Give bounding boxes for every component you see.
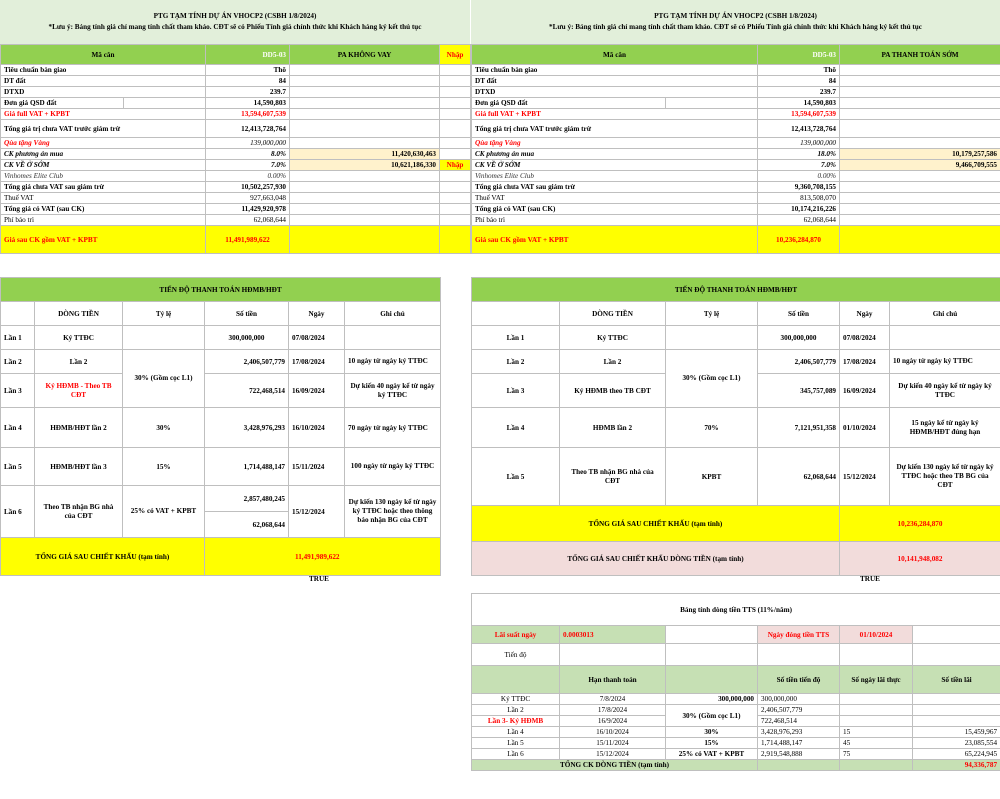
col-han-thanh-toan: Hạn thanh toán [560,666,666,694]
ghi-chu: 15 ngày kể từ ngày ký HĐMB/HĐT đúng hạn [890,408,1000,448]
dong-tien: Theo TB nhận BG nhà của CĐT [35,486,123,538]
dong-tien: Ký HĐMB theo TB CĐT [560,374,666,408]
row-label: CK VỀ Ở SỚM [1,160,206,171]
rate-label: Lãi suất ngày [472,626,560,644]
so-tien: 300,000,000 [205,326,289,350]
cash-row-ngay: 45 [840,738,913,749]
row-label: Qùa tặng Vàng [1,138,206,149]
row-value: 62,068,644 [758,215,840,226]
left-price-table [0,44,471,254]
grand-total-label: TỔNG GIÁ SAU CHIẾT KHẤU (tạm tính) [472,506,840,542]
row-label: Thuế VAT [472,193,758,204]
total-label: Giá sau CK gồm VAT + KPBT [1,226,206,254]
so-tien: 300,000,000 [758,326,840,350]
cash-row-tyle: 30% [666,727,758,738]
row-label: CK phương án mua [472,149,758,160]
ghi-chu: Dự kiến 40 ngày kể từ ngày ký TTĐC [890,374,1000,408]
dong-tien: HĐMB/HĐT lần 3 [35,448,123,486]
row-value: 12,413,728,764 [758,120,840,138]
row-value: 139,000,000 [206,138,290,149]
so-tien: 2,406,507,779 [205,350,289,374]
row-extra: 11,420,630,463 [290,149,440,160]
dong-tien: Lần 2 [35,350,123,374]
nhap-button[interactable]: Nhập [440,45,471,65]
cash-row-lai: 65,224,945 [913,749,1000,760]
pa-label: PA THANH TOÁN SỚM [840,45,1000,65]
so-tien: 345,757,089 [758,374,840,408]
row-value: 239.7 [206,87,290,98]
row-label: Qùa tặng Vàng [472,138,758,149]
row-label: Thuế VAT [1,193,206,204]
cash-row-name: Lần 3- Ký HĐMB [472,716,560,727]
right-header [471,0,1000,44]
cash-row-so: 3,428,976,293 [758,727,840,738]
ghi-chu: 100 ngày từ ngày ký TTĐC [345,448,441,486]
row-label: Tổng giá chưa VAT sau giảm trừ [472,182,758,193]
ma-can-label: Mã căn [472,45,758,65]
cash-row-lai: 23,085,554 [913,738,1000,749]
cash-row-tyle: 25% có VAT + KPBT [666,749,758,760]
lan-label: Lần 1 [1,326,35,350]
ma-can-value[interactable]: DD5-03 [758,45,840,65]
dong-tien: HĐMB/HĐT lần 2 [35,408,123,448]
col-so-tien-lai: Số tiền lãi [913,666,1000,694]
row-label: Giá full VAT + KPBT [472,109,758,120]
so-tien: 2,406,507,779 [758,350,840,374]
row-label: Tiêu chuẩn bàn giao [1,65,206,76]
left-note: *Lưu ý: Bảng tính giá chỉ mang tính chất tham khảo. CĐT sẽ có Phiếu Tính giá chính thức khi Khách hàng ký kết thủ tục [48,23,422,31]
right-schedule-table [471,277,1000,576]
row-value: 84 [758,76,840,87]
row-value: 927,663,048 [206,193,290,204]
ma-can-label: Mã căn [1,45,206,65]
col-so-tien: Số tiền [758,302,840,326]
row-label: Tổng giá có VAT (sau CK) [1,204,206,215]
cash-row-lai: 15,459,967 [913,727,1000,738]
row-label: Tổng giá chưa VAT sau giảm trừ [1,182,206,193]
so-tien: 62,068,644 [758,448,840,506]
cash-row-han: 15/11/2024 [560,738,666,749]
ty-le: 30% (Gồm cọc L1) [666,350,758,408]
col-ty-le: Tỷ lệ [123,302,205,326]
ghi-chu: Dự kiến 40 ngày kể từ ngày ký TTĐC [345,374,441,408]
cash-row-name: Lần 6 [472,749,560,760]
row-value: 813,508,070 [758,193,840,204]
col-so-tien: Số tiền [205,302,289,326]
right-price-table [471,44,1000,254]
row-value: 0.00% [758,171,840,182]
ty-le: 70% [666,408,758,448]
row-value: 7.0% [206,160,290,171]
lan-label: Lần 4 [1,408,35,448]
cashflow-total-value: 94,336,787 [913,760,1000,771]
so-tien-2: 62,068,644 [205,512,289,538]
cashflow-total-label: TỔNG CK DÒNG TIỀN (tạm tính) [472,760,758,771]
row-value: Thô [206,65,290,76]
row-label: DTXD [472,87,758,98]
cash-row-name: Lần 2 [472,705,560,716]
row-label: Vinhomes Elite Club [1,171,206,182]
nhap-button[interactable]: Nhập [440,160,471,171]
col-ghi-chu: Ghi chú [890,302,1000,326]
grand-total-value: 11,491,989,622 [205,538,441,576]
ngay: 07/08/2024 [289,326,345,350]
cash-row-han: 17/8/2024 [560,705,666,716]
cash-row-so: 2,406,507,779 [758,705,840,716]
ngay: 16/09/2024 [289,374,345,408]
grand-total-value: 10,236,284,870 [840,506,1000,542]
so-tien: 3,428,976,293 [205,408,289,448]
cash-row-name: Ký TTĐC [472,694,560,705]
lan-label: Lần 6 [1,486,35,538]
col-dong-tien: DÒNG TIỀN [560,302,666,326]
row-value: 13,594,607,539 [206,109,290,120]
lan-label: Lần 5 [1,448,35,486]
ty-le: 15% [123,448,205,486]
col-ghi-chu: Ghi chú [345,302,441,326]
row-value: 10,174,216,226 [758,204,840,215]
row-label: Tổng giá trị chưa VAT trước giảm trừ [1,120,206,138]
dong-tien: Theo TB nhận BG nhà của CĐT [560,448,666,506]
cash-row-tyle: 15% [666,738,758,749]
cashflow-table [471,593,1000,771]
row-value: 13,594,607,539 [758,109,840,120]
ngay: 15/12/2024 [840,448,890,506]
pa-label: PA KHÔNG VAY [290,45,440,65]
cash-row-han: 7/8/2024 [560,694,666,705]
row-label: DT đất [1,76,206,87]
so-tien: 722,468,514 [205,374,289,408]
total-value: 10,236,284,870 [758,226,840,254]
cash-row-so: 300,000,000 [758,694,840,705]
ghi-chu: Dự kiến 130 ngày kể từ ngày ký TTĐC hoặc theo TB BG của CĐT [890,448,1000,506]
lan-label: Lần 1 [472,326,560,350]
cash-row-ngay: 15 [840,727,913,738]
cashflow-title: Bảng tính dòng tiền TTS (11%/năm) [472,594,1000,626]
so-tien: 7,121,951,358 [758,408,840,448]
ngay: 01/10/2024 [840,408,890,448]
ghi-chu: 10 ngày từ ngày ký TTĐC [345,350,441,374]
ma-can-value[interactable]: DD5-03 [206,45,290,65]
row-extra: 9,466,709,555 [840,160,1000,171]
row-label: CK VỀ Ở SỚM [472,160,758,171]
col-dong-tien: DÒNG TIỀN [35,302,123,326]
row-value: 139,000,000 [758,138,840,149]
dong-tien: HĐMB lần 2 [560,408,666,448]
row-label: Tổng giá trị chưa VAT trước giảm trừ [472,120,758,138]
left-header [0,0,470,44]
row-extra: 10,179,257,586 [840,149,1000,160]
cash-row-han: 16/9/2024 [560,716,666,727]
row-label: DTXD [1,87,206,98]
ngay: 15/11/2024 [289,448,345,486]
row-label: DT đất [472,76,758,87]
ghi-chu: 10 ngày từ ngày ký TTĐC [890,350,1000,374]
row-value: 8.0% [206,149,290,160]
row-value: 11,429,920,978 [206,204,290,215]
row-label: Vinhomes Elite Club [472,171,758,182]
cash-row-han: 15/12/2024 [560,749,666,760]
so-tien: 2,857,480,245 [205,486,289,512]
row-label: Đơn giá QSD đất [1,98,124,109]
lan-label: Lần 5 [472,448,560,506]
ngay: 17/08/2024 [840,350,890,374]
ngay: 15/12/2024 [289,486,345,538]
row-value: Thô [758,65,840,76]
row-label: Phí bảo trì [1,215,206,226]
row-value: 84 [206,76,290,87]
cash-row-tyle: 30% (Gồm cọc L1) [666,705,758,727]
cash-row-name: Lần 4 [472,727,560,738]
rate-value[interactable]: 0.0003013 [560,626,666,644]
ty-le: 30% (Gồm cọc L1) [123,350,205,408]
col-ngay: Ngày [840,302,890,326]
row-label: CK phương án mua [1,149,206,160]
row-value: 10,502,257,930 [206,182,290,193]
row-value: 12,413,728,764 [206,120,290,138]
lan-label: Lần 4 [472,408,560,448]
grand-total-label: TỔNG GIÁ SAU CHIẾT KHẤU (tạm tính) [1,538,205,576]
left-schedule-table [0,277,441,576]
lan-label: Lần 3 [1,374,35,408]
grand-total-cashflow-value: 10,141,948,082 [840,542,1000,576]
cash-row-han: 16/10/2024 [560,727,666,738]
ngay: 17/08/2024 [289,350,345,374]
cash-row-tyle: 300,000,000 [666,694,758,705]
row-label: Tổng giá có VAT (sau CK) [472,204,758,215]
grand-total-cashflow-label: TỔNG GIÁ SAU CHIẾT KHẤU DÒNG TIỀN (tạm tính) [472,542,840,576]
ghi-chu: 70 ngày từ ngày ký TTĐC [345,408,441,448]
ngay: 16/10/2024 [289,408,345,448]
row-label: Giá full VAT + KPBT [1,109,206,120]
cash-row-ngay: 75 [840,749,913,760]
ngay: 07/08/2024 [840,326,890,350]
lan-label: Lần 2 [472,350,560,374]
row-label: Tiêu chuẩn bàn giao [472,65,758,76]
cash-row-so: 2,919,548,888 [758,749,840,760]
schedule-title: TIẾN ĐỘ THANH TOÁN HĐMB/HĐT [1,278,441,302]
right-title: PTG TẠM TÍNH DỰ ÁN VHOCP2 (CSBH 1/8/2024) [654,12,817,20]
ty-le: KPBT [666,448,758,506]
row-value: 9,360,708,155 [758,182,840,193]
ty-le: 25% có VAT + KPBT [123,486,205,538]
ngay: 16/09/2024 [840,374,890,408]
cash-row-so: 1,714,488,147 [758,738,840,749]
row-value: 18.0% [758,149,840,160]
row-label: Phí bảo trì [472,215,758,226]
payment-date-value[interactable]: 01/10/2024 [840,626,913,644]
payment-date-label: Ngày đóng tiền TTS [758,626,840,644]
total-value: 11,491,989,622 [206,226,290,254]
right-note: *Lưu ý: Bảng tính giá chỉ mang tính chất tham khảo. CĐT sẽ có Phiếu Tính giá chính thức khi Khách hàng ký kết thủ tục [548,23,922,31]
row-value: 0.00% [206,171,290,182]
cash-row-name: Lần 5 [472,738,560,749]
row-value: 239.7 [758,87,840,98]
ghi-chu: Dự kiến 130 ngày kể từ ngày ký TTĐC hoặc theo thông báo nhận BG của CĐT [345,486,441,538]
left-true-flag: TRUE [309,575,329,583]
col-ty-le: Tỷ lệ [666,302,758,326]
left-title: PTG TẠM TÍNH DỰ ÁN VHOCP2 (CSBH 1/8/2024) [153,12,317,20]
dong-tien: Ký HĐMB - Theo TB CĐT [35,374,123,408]
row-value: 62,068,644 [206,215,290,226]
lan-label: Lần 3 [472,374,560,408]
col-so-ngay-lai: Số ngày lãi thực [840,666,913,694]
schedule-title: TIẾN ĐỘ THANH TOÁN HĐMB/HĐT [472,278,1000,302]
row-value: 14,590,803 [758,98,840,109]
col-ngay: Ngày [289,302,345,326]
dong-tien: Ký TTĐC [35,326,123,350]
so-tien: 1,714,488,147 [205,448,289,486]
row-value: 14,590,803 [206,98,290,109]
total-label: Giá sau CK gồm VAT + KPBT [472,226,758,254]
cash-row-so: 722,468,514 [758,716,840,727]
row-value: 7.0% [758,160,840,171]
right-true-flag: TRUE [860,575,880,583]
dong-tien: Ký TTĐC [560,326,666,350]
tien-do-label: Tiến độ [472,644,560,666]
ty-le: 30% [123,408,205,448]
row-extra: 10,621,186,330 [290,160,440,171]
row-label: Đơn giá QSD đất [472,98,666,109]
dong-tien: Lần 2 [560,350,666,374]
col-so-tien-tien-do: Số tiền tiến độ [758,666,840,694]
lan-label: Lần 2 [1,350,35,374]
